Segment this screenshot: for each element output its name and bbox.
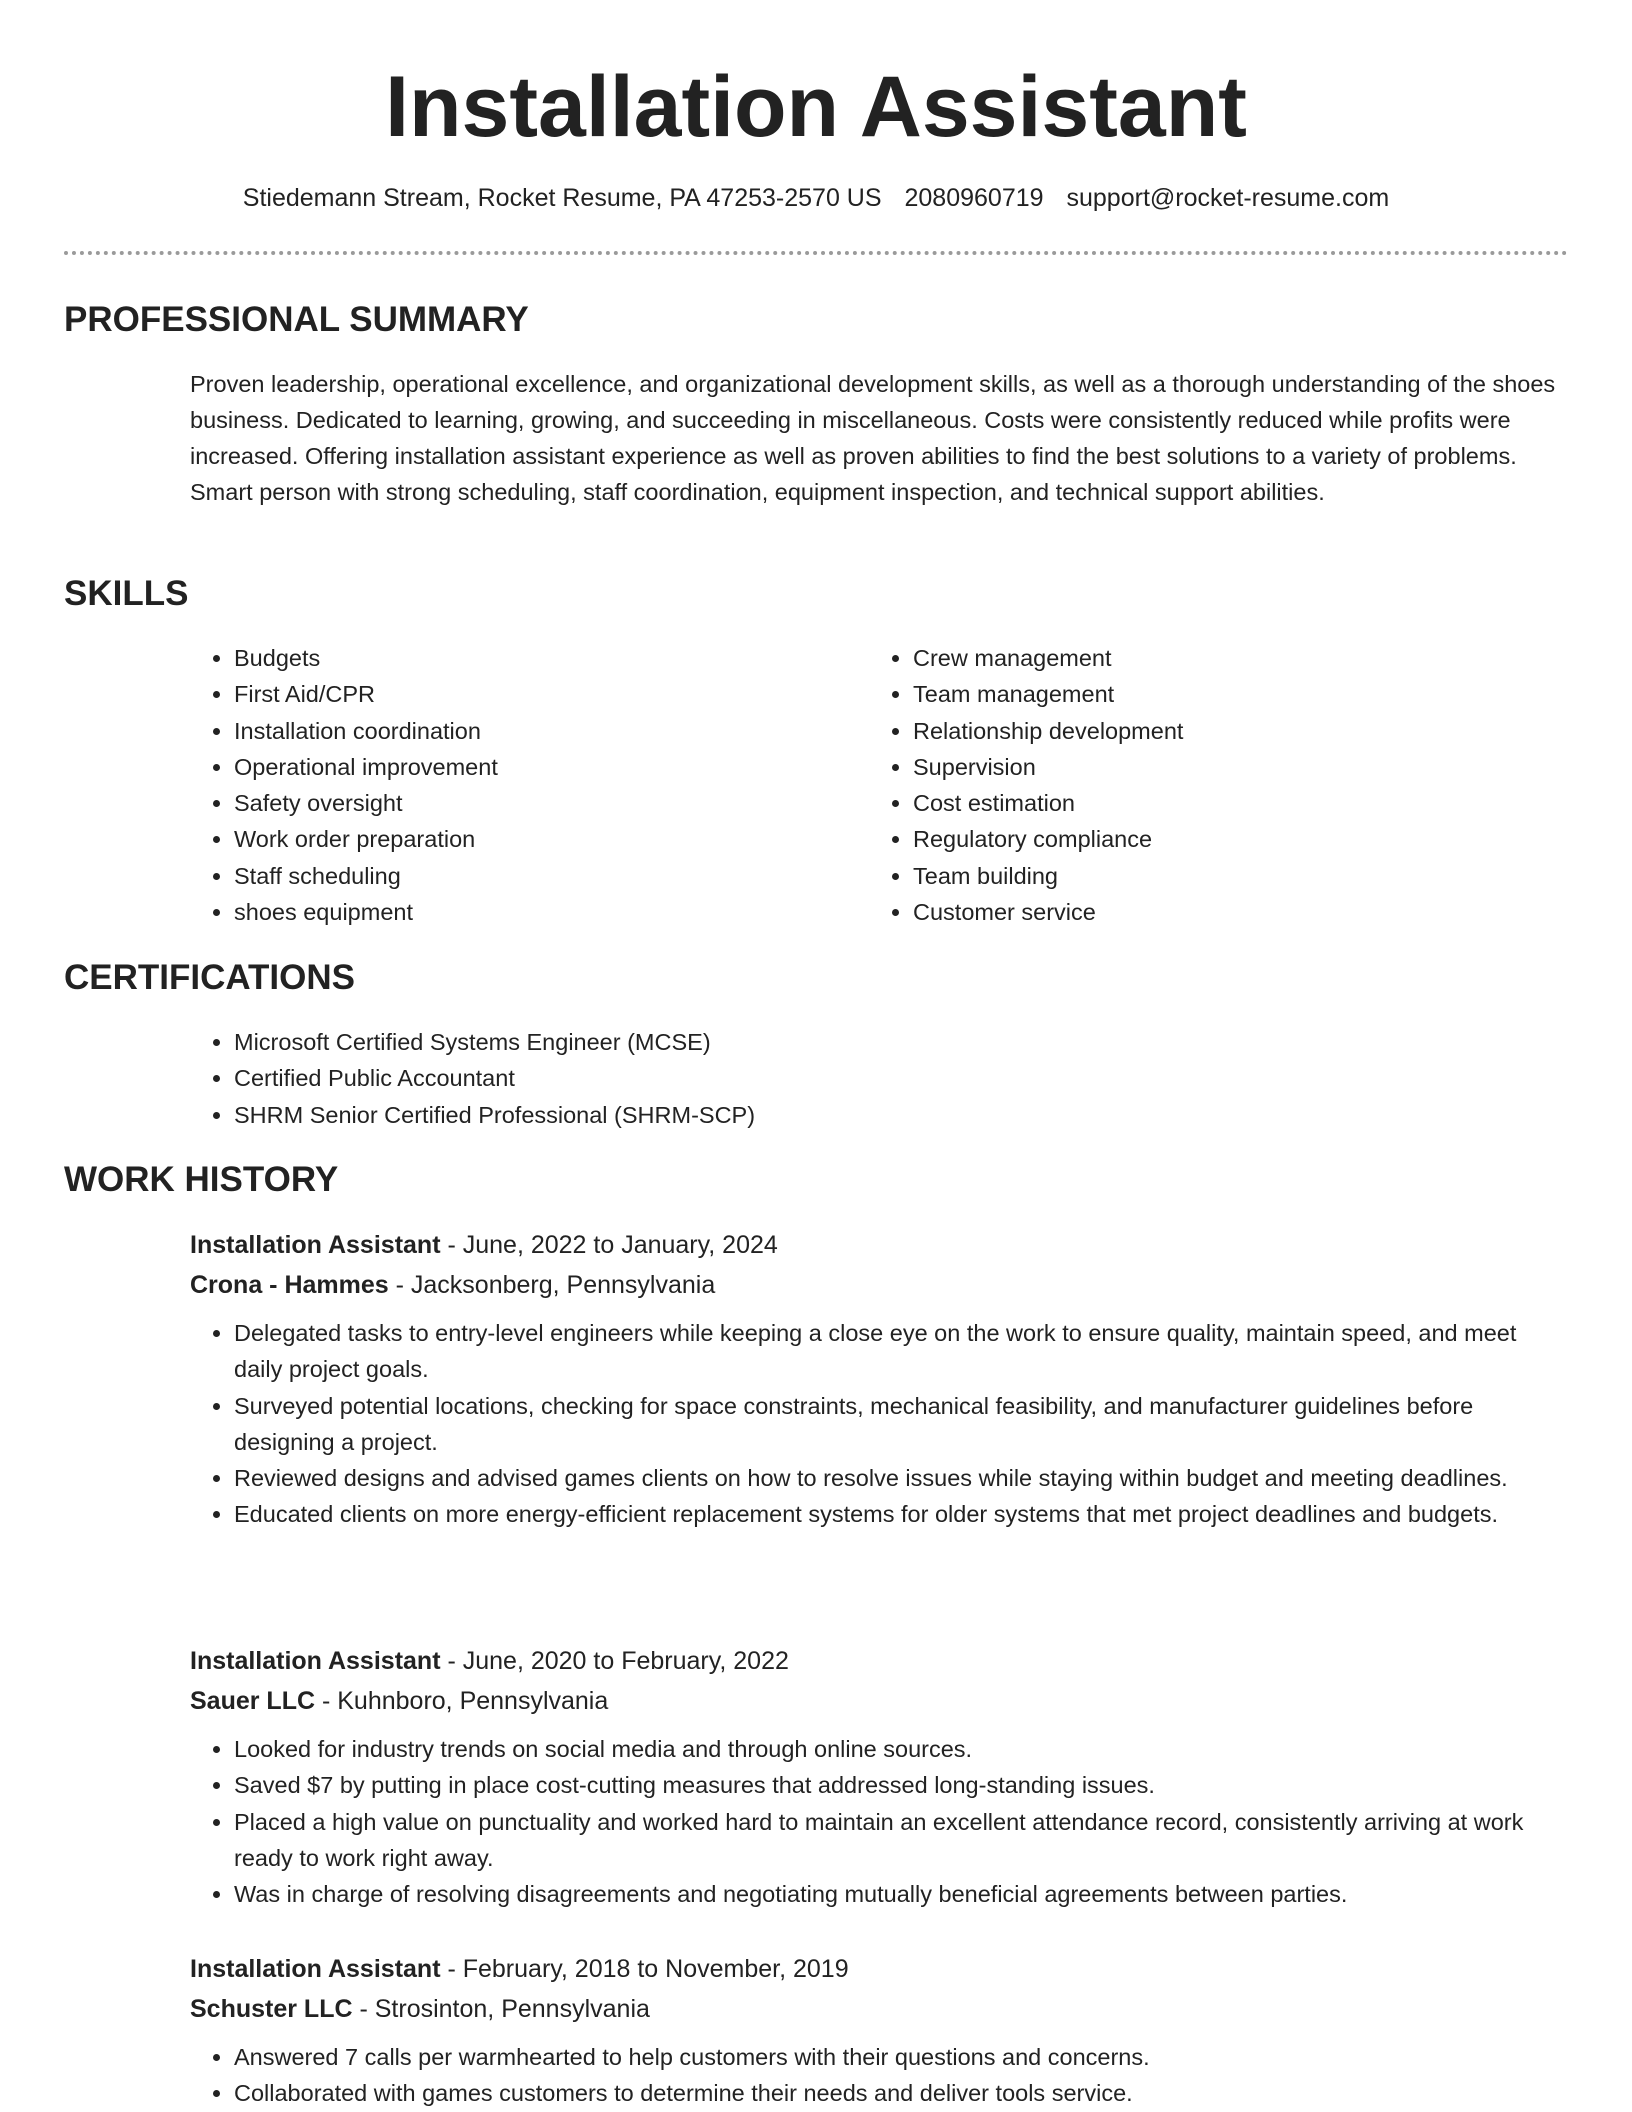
job-dates: - June, 2020 to February, 2022 bbox=[440, 1647, 789, 1675]
job-location: - Jacksonberg, Pennsylvania bbox=[388, 1271, 716, 1299]
job-company-line bbox=[190, 1265, 1568, 1305]
job-entry bbox=[190, 1225, 1568, 1533]
certification-item: • SHRM Senior Certified Professional (SHRM-SCP) bbox=[234, 1097, 1490, 1133]
job-title-line bbox=[190, 1949, 1568, 1989]
contact-email[interactable]: support@rocket-resume.com bbox=[1066, 184, 1390, 212]
job-dates: - February, 2018 to November, 2019 bbox=[440, 1955, 849, 1983]
skill-item: • Safety oversight bbox=[234, 785, 850, 821]
skill-item: • Crew management bbox=[913, 640, 1529, 676]
job-bullet: • Collaborated with games customers to determine their needs and deliver tools service. bbox=[234, 2075, 1568, 2111]
job-bullet: • Reviewed designs and advised games clients on how to resolve issues while staying within budget and meeting deadlines. bbox=[234, 1460, 1568, 1496]
certifications-list bbox=[190, 1024, 1490, 1133]
work-history-heading: WORK HISTORY bbox=[64, 1160, 339, 1199]
job-company: Crona - Hammes bbox=[190, 1271, 389, 1299]
job-bullet: • Placed a high value on punctuality and worked hard to maintain an excellent attendance record, consistently arriving at work ready to work right away. bbox=[234, 1804, 1568, 1877]
skills-column-left bbox=[190, 640, 850, 930]
job-bullet: • Saved $7 by putting in place cost-cutting measures that addressed long-standing issues. bbox=[234, 1767, 1568, 1803]
job-location: - Kuhnboro, Pennsylvania bbox=[315, 1687, 609, 1715]
job-bullets bbox=[190, 2039, 1568, 2112]
skill-item: • Customer service bbox=[913, 894, 1529, 930]
skill-item: • Budgets bbox=[234, 640, 850, 676]
certification-item: • Microsoft Certified Systems Engineer (MCSE) bbox=[234, 1024, 1490, 1060]
skill-item: • Team management bbox=[913, 676, 1529, 712]
job-bullet: • Was in charge of resolving disagreements and negotiating mutually beneficial agreements between parties. bbox=[234, 1876, 1568, 1912]
job-title-line bbox=[190, 1641, 1568, 1681]
job-bullet: • Educated clients on more energy-efficient replacement systems for older systems that met project deadlines and budgets. bbox=[234, 1496, 1568, 1532]
job-title: Installation Assistant bbox=[190, 1647, 441, 1675]
skills-column-right bbox=[869, 640, 1529, 930]
skill-item: • Staff scheduling bbox=[234, 858, 850, 894]
job-bullets bbox=[190, 1731, 1568, 1912]
skill-item: • Operational improvement bbox=[234, 749, 850, 785]
header-divider bbox=[64, 251, 1568, 255]
summary-heading: PROFESSIONAL SUMMARY bbox=[64, 300, 529, 339]
skill-item: • Work order preparation bbox=[234, 821, 850, 857]
skills-list-right bbox=[869, 640, 1529, 930]
contact-info bbox=[0, 180, 1632, 216]
job-location: - Strosinton, Pennsylvania bbox=[352, 1995, 650, 2023]
job-company: Sauer LLC bbox=[190, 1687, 316, 1715]
job-dates: - June, 2022 to January, 2024 bbox=[440, 1231, 778, 1259]
skill-item: • Team building bbox=[913, 858, 1529, 894]
skills-list-left bbox=[190, 640, 850, 930]
skill-item: • Relationship development bbox=[913, 713, 1529, 749]
certifications-heading: CERTIFICATIONS bbox=[64, 958, 356, 997]
job-title-line bbox=[190, 1225, 1568, 1265]
job-bullet: • Answered 7 calls per warmhearted to help customers with their questions and concerns. bbox=[234, 2039, 1568, 2075]
job-company: Schuster LLC bbox=[190, 1995, 353, 2023]
skill-item: • First Aid/CPR bbox=[234, 676, 850, 712]
resume-name: Installation Assistant bbox=[385, 59, 1247, 155]
skill-item: • Installation coordination bbox=[234, 713, 850, 749]
job-title: Installation Assistant bbox=[190, 1955, 441, 1983]
skill-item: • Cost estimation bbox=[913, 785, 1529, 821]
job-bullets bbox=[190, 1315, 1568, 1533]
certification-item: • Certified Public Accountant bbox=[234, 1060, 1490, 1096]
contact-address: Stiedemann Stream, Rocket Resume, PA 47253-2570 US bbox=[242, 184, 882, 212]
skill-item: • Regulatory compliance bbox=[913, 821, 1529, 857]
job-entry bbox=[190, 1641, 1568, 1912]
skill-item: • shoes equipment bbox=[234, 894, 850, 930]
job-bullet: • Surveyed potential locations, checking for space constraints, mechanical feasibility, and manufacturer guidelines before designing a project. bbox=[234, 1388, 1568, 1461]
job-bullet: • Delegated tasks to entry-level engineers while keeping a close eye on the work to ensure quality, maintain speed, and meet daily project goals. bbox=[234, 1315, 1568, 1388]
skill-item: • Supervision bbox=[913, 749, 1529, 785]
job-bullet: • Looked for industry trends on social media and through online sources. bbox=[234, 1731, 1568, 1767]
job-company-line bbox=[190, 1989, 1568, 2029]
contact-phone[interactable]: 2080960719 bbox=[904, 184, 1044, 212]
certifications-block bbox=[190, 1024, 1490, 1133]
job-title: Installation Assistant bbox=[190, 1231, 441, 1259]
summary-text: Proven leadership, operational excellence, and organizational development skills, as well as a thorough understanding of the shoes business. Dedicated to learning, growing, and succeeding in miscellaneous. Costs were consistently reduced while profits were increased. Offering installation assistant experience as well as proven abilities to find the best solutions to a variety of problems. Smart person with strong scheduling, staff coordination, equipment inspection, and technical support abilities. bbox=[190, 371, 1556, 505]
job-entry bbox=[190, 1949, 1568, 2112]
skills-heading: SKILLS bbox=[64, 574, 189, 613]
job-company-line bbox=[190, 1681, 1568, 1721]
